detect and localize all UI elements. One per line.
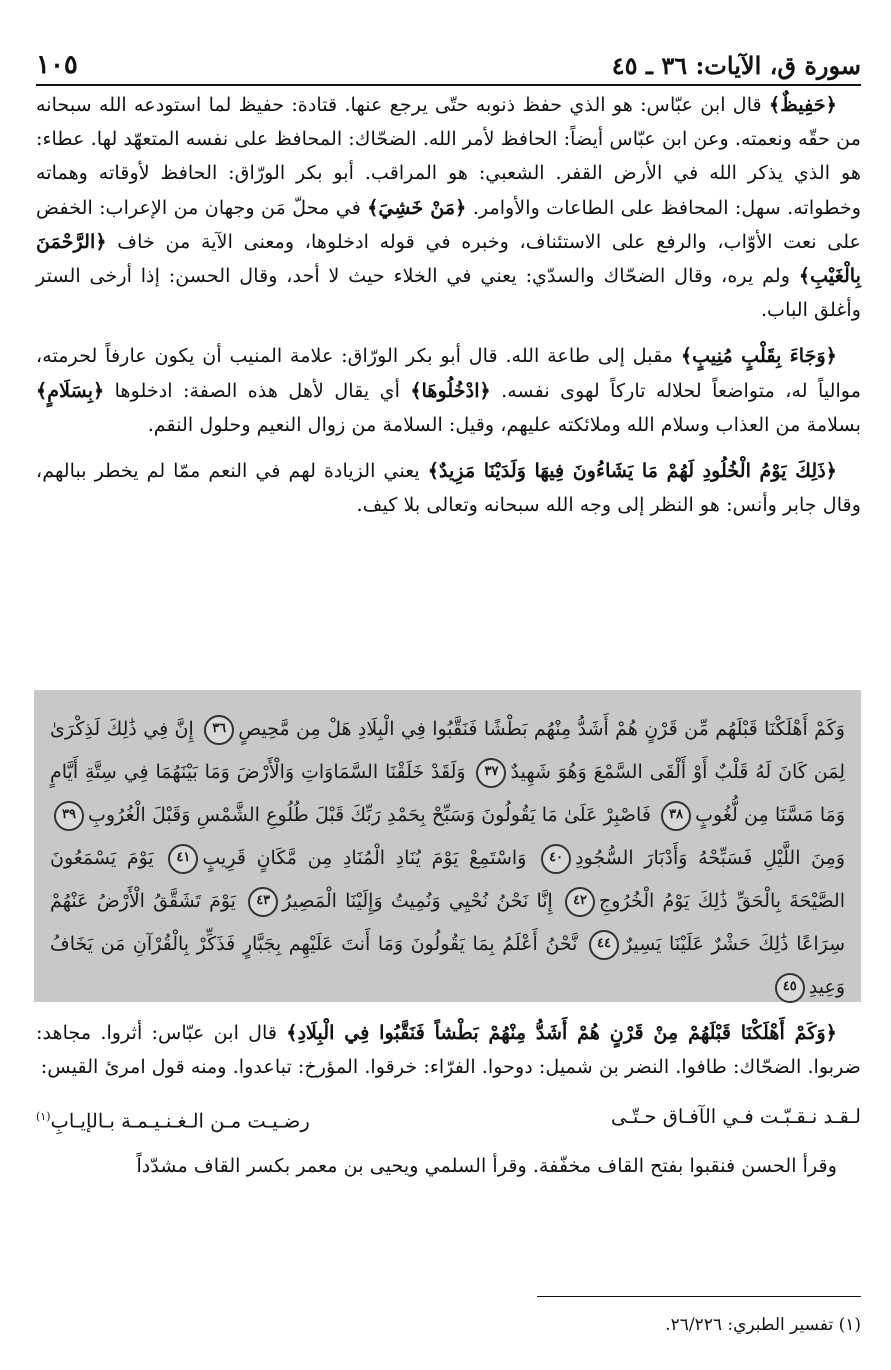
commentary-text: مقبل إلى طاعة الله. قال أبو بكر الورّاق: علامة المنيب أن يكون عارفاً لحرمته، موالياً له، متواضعاً لحلاله تاركاً لهوى نفسه. [36,344,861,402]
commentary-text: أي يقال لأهل هذه الصفة: ادخلوها [104,378,411,402]
ayah-number-marker: ٤٢ [565,887,595,917]
quran-verses-box [34,690,861,1002]
ayah-text: وَمِنَ اللَّيْلِ فَسَبِّحْهُ وَأَدْبَارَ السُّجُودِ [575,847,845,869]
ayah-text: فَاصْبِرْ عَلَىٰ مَا يَقُولُونَ وَسَبِّحْ بِحَمْدِ رَبِّكَ قَبْلَ طُلُوعِ الشَّمْسِ وَقَبْلَ الْغُرُوبِ [88,804,651,826]
paragraph-hafiz [36,88,861,327]
ayah-text: إِنَّا نَحْنُ نُحْيِي وَنُمِيتُ وَإِلَيْنَا الْمَصِيرُ [282,890,553,912]
ayah-number-marker: ٣٨ [661,801,691,831]
page-header [36,34,861,86]
paragraph-munib [36,339,861,442]
commentary-text: قال ابن عبّاس: هو الذي حفظ ذنوبه حتّى يرجع عنها. قتادة: حفيظ لما استودعه الله سبحانه من حقّه ونعمته. وعن ابن عبّاس أيضاً: الحافظ لأمر الله. الضحّاك: المحافظ على نفسه المتعهّد لها. عطاء: هو الذي يذكر الله في الأرض القفر. الشعبي: هو المراقب. أبو بكر الورّاق: الحافظ لأوقاته وهماته وخطواته. سهل: المحافظ على الطاعات والأوامر. [36,93,861,219]
paragraph-naqqabu [36,1016,861,1084]
ayah-text: نَّحْنُ أَعْلَمُ بِمَا يَقُولُونَ وَمَا أَنتَ عَلَيْهِم بِجَبَّارٍ فَذَكِّرْ بِالْقُرْآنِ مَن يَخَافُ وَعِيدِ [50,933,845,998]
ayah-number-marker: ٣٧ [476,758,506,788]
poetry-verse [36,1100,861,1139]
ayah-text: وَلَقَدْ خَلَقْنَا السَّمَاوَاتِ وَالْأَرْضَ وَمَا بَيْنَهُمَا فِي سِتَّةِ أَيَّامٍ وَمَا مَسَّنَا مِن لُّغُوبٍ [50,761,845,826]
ayah-text: يَوْمَ يَسْمَعُونَ الصَّيْحَةَ بِالْحَقِّ ذَٰلِكَ يَوْمُ الْخُرُوجِ [50,847,845,912]
ayah-number-marker: ٤٣ [248,887,278,917]
commentary-text: ولم يره، وقال الضحّاك والسدّي: يعني في الخلاء حيث لا أحد، وقال الحسن: إذا أرخى الستر وأغلق الباب. [36,264,861,322]
quran-quote: ﴿ذَلِكَ يَوْمُ الْخُلُودِ لَهُمْ مَا يَشَاءُونَ فِيهَا وَلَدَيْنَا مَزِيدٌ﴾ [427,459,837,483]
ayah-number-marker: ٤١ [168,844,198,874]
commentary-text: قال ابن عبّاس: أثروا. مجاهد: ضربوا. الضحّاك: طافوا. النضر بن شميل: دوحوا. الفرّاء: خرقوا. المؤرخ: تباعدوا. ومنه قول امرئ القيس: [36,1021,861,1078]
verse-hemistich-second [36,1100,310,1139]
footnote: (١) تفسير الطبري: ٢٦/٢٢٦. [665,1315,861,1335]
commentary-body [36,88,861,534]
paragraph-qiraat: وقرأ الحسن فنقبوا بفتح القاف مخفّفة. وقرأ السلمي ويحيى بن معمر بكسر القاف مشدّداً [136,1153,837,1177]
quran-quote: ﴿حَفِيظٌ﴾ [768,93,837,116]
quran-quote: ﴿مَنْ خَشِيَ﴾ [367,195,467,219]
paragraph-khulud [36,454,861,522]
ayah-number-marker: ٤٥ [775,973,805,1003]
running-title: سورة ق، الآيات: ٣٦ ـ ٤٥ [611,51,861,80]
verse-hemistich-first: لـقـد نـقـبّـت فـي الآفـاق حـتّـى [610,1105,861,1128]
ayah-text: وَكَمْ أَهْلَكْنَا قَبْلَهُم مِّن قَرْنٍ هُمْ أَشَدُّ مِنْهُم بَطْشًا فَنَقَّبُوا فِي الْبِلَادِ هَلْ مِن مَّحِيصٍ [238,718,845,740]
verse-hemistich-second-text: رضـيـت مـن الـغـنـيـمـة بـالإيـابِ [50,1109,310,1133]
footnote-reference: (١) [36,1110,51,1123]
ayah-number-marker: ٣٩ [54,801,84,831]
ayah-number-marker: ٣٦ [204,715,234,745]
quran-quote: ﴿بِسَلَامٍ﴾ [36,378,105,402]
commentary-text: يعني الزيادة لهم في النعم ممّا لم يخطر ببالهم، وقال جابر وأنس: هو النظر إلى وجه الله سبحانه وتعالى بلا كيف. [36,459,861,517]
quran-quote: ﴿وَجَاءَ بِقَلْبٍ مُنِيبٍ﴾ [680,344,837,368]
ayah-number-marker: ٤٠ [541,844,571,874]
commentary-text: بسلامة من العذاب وسلام الله وملائكته عليهم، وقيل: السلامة من زوال النعيم وحلول النقم. [147,412,861,436]
ayah-number-marker: ٤٤ [589,930,619,960]
ayah-text: إِنَّ فِي ذَٰلِكَ لَذِكْرَىٰ لِمَن كَانَ لَهُ قَلْبٌ أَوْ أَلْقَى السَّمْعَ وَهُوَ شَهِيدٌ [50,718,845,783]
commentary-after-verses [36,1016,861,1183]
footnote-divider [537,1296,861,1297]
page-number: ١٠٥ [36,50,78,80]
quran-quote: ﴿وَكَمْ أَهْلَكْنَا قَبْلَهُمْ مِنْ قَرْنٍ هُمْ أَشَدُّ مِنْهُمْ بَطْشاً فَنَقَّبُوا فِي الْبِلَادِ﴾ [286,1021,837,1044]
commentary-text: في محلّ مَن وجهان من الإعراب: الخفض على نعت الأوّاب، والرفع على الاستئناف، وخبره في قوله ادخلوها، ومعنى الآية من خاف [36,195,861,253]
ayah-text: يَوْمَ تَشَقَّقُ الْأَرْضُ عَنْهُمْ سِرَاعًا ذَٰلِكَ حَشْرٌ عَلَيْنَا يَسِيرٌ [50,890,846,955]
ayah-text: وَاسْتَمِعْ يَوْمَ يُنَادِ الْمُنَادِ مِن مَّكَانٍ قَرِيبٍ [202,847,527,869]
quran-quote: ﴿الرَّحْمَنَ بِالْغَيْبِ﴾ [36,229,861,288]
quran-quote: ﴿ادْخُلُوهَا﴾ [410,378,491,402]
